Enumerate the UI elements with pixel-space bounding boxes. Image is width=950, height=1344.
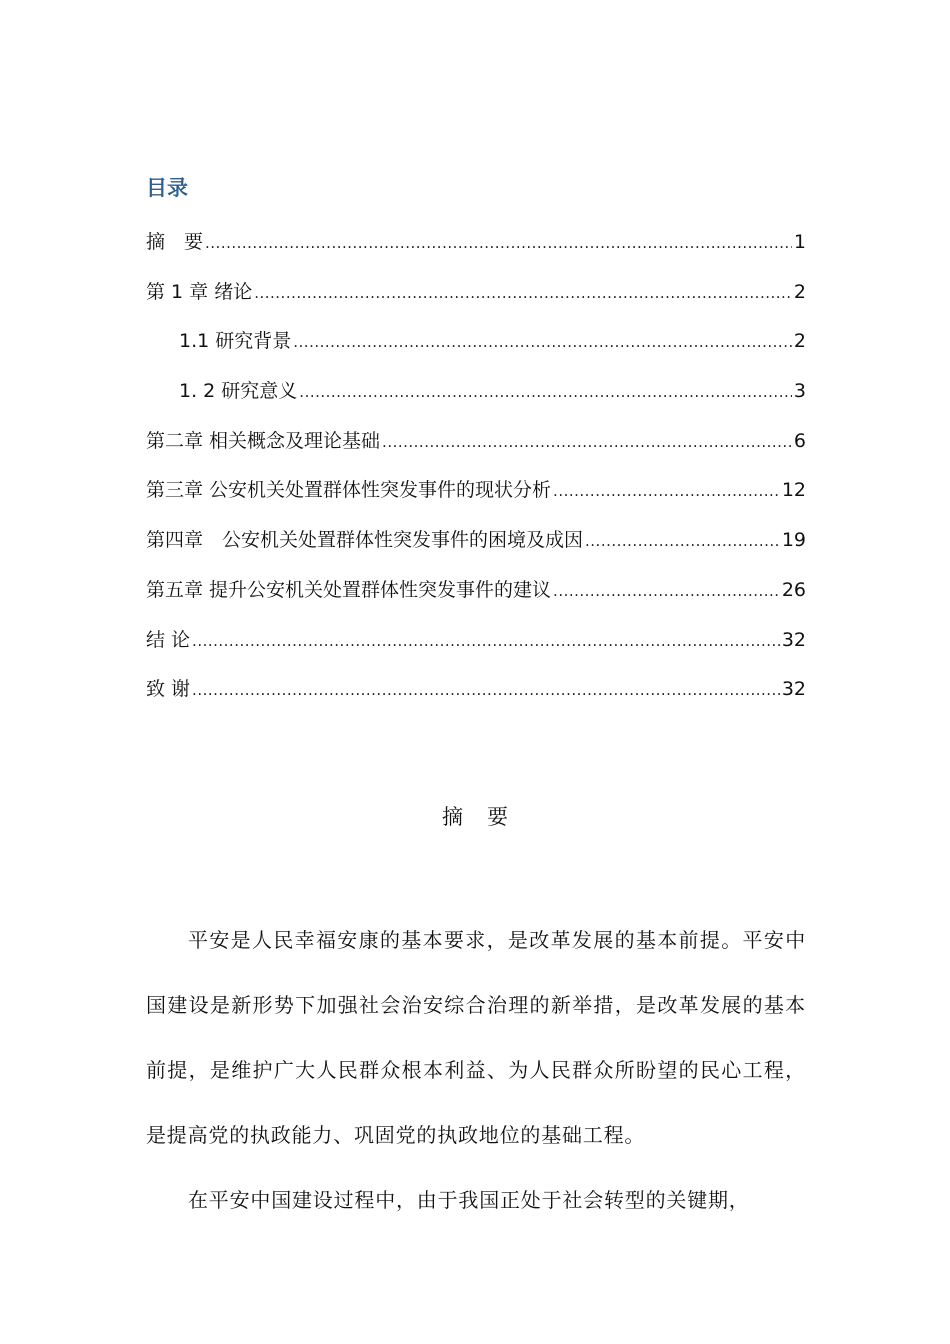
table-of-contents [146,226,806,723]
toc-entry-page: 32 [781,628,806,651]
toc-entry-page: 6 [793,429,806,452]
toc-dot-leader [553,475,780,507]
toc-entry-page: 12 [781,479,806,502]
toc-dot-leader [254,277,792,309]
toc-entry-abstract[interactable] [146,226,806,276]
toc-dot-leader [299,376,792,408]
abstract-paragraph: 在平安中国建设过程中，由于我国正处于社会转型的关键期， [188,1188,750,1212]
toc-entry-page: 26 [781,578,806,601]
toc-entry-page: 3 [793,380,806,403]
toc-entry-label: 致 谢 [146,678,191,701]
toc-entry-label: 第二章 相关概念及理论基础 [146,429,381,452]
toc-entry-chapter-2[interactable] [146,425,806,475]
toc-entry-label: 1.1 研究背景 [179,330,292,353]
toc-entry-conclusion[interactable] [146,624,806,674]
toc-entry-label: 第三章 公安机关处置群体性突发事件的现状分析 [146,479,552,502]
toc-dot-leader [192,674,780,706]
toc-dot-leader [192,625,780,657]
toc-dot-leader [382,426,792,458]
abstract-paragraph: 平安是人民幸福安康的基本要求，是改革发展的基本前提。平安中国建设是新形势下加强社会治安综合治理的新举措，是改革发展的基本前提，是维护广大人民群众根本利益、为人民群众所盼望的民心工程，是提高党的执政能力、巩固党的执政地位的基础工程。 [146,928,806,1147]
toc-entry-page: 32 [781,678,806,701]
toc-entry-label: 第 1 章 绪论 [146,280,253,303]
toc-entry-chapter-3[interactable] [146,474,806,524]
toc-entry-label: 第五章 提升公安机关处置群体性突发事件的建议 [146,578,552,601]
toc-entry-chapter-1[interactable] [146,276,806,326]
toc-title: 目录 [146,176,188,200]
toc-dot-leader [205,227,792,259]
toc-entry-label: 摘 要 [146,231,204,253]
toc-entry-chapter-5[interactable] [146,574,806,624]
abstract-body [146,908,806,1233]
toc-dot-leader [553,575,780,607]
toc-entry-section-1-2[interactable] [146,375,806,425]
toc-entry-page: 2 [793,280,806,303]
toc-entry-acknowledgements[interactable] [146,673,806,723]
toc-entry-page: 19 [781,529,806,552]
toc-entry-page: 1 [793,231,806,253]
toc-entry-label: 结 论 [146,628,191,651]
toc-entry-page: 2 [793,330,806,353]
toc-entry-label: 1. 2 研究意义 [179,380,298,403]
toc-entry-section-1-1[interactable] [146,325,806,375]
toc-entry-chapter-4[interactable] [146,524,806,574]
toc-dot-leader [293,326,792,358]
toc-entry-label: 第四章 公安机关处置群体性突发事件的困境及成因 [146,529,584,552]
toc-dot-leader [585,525,780,557]
abstract-heading: 摘要 [442,805,532,829]
